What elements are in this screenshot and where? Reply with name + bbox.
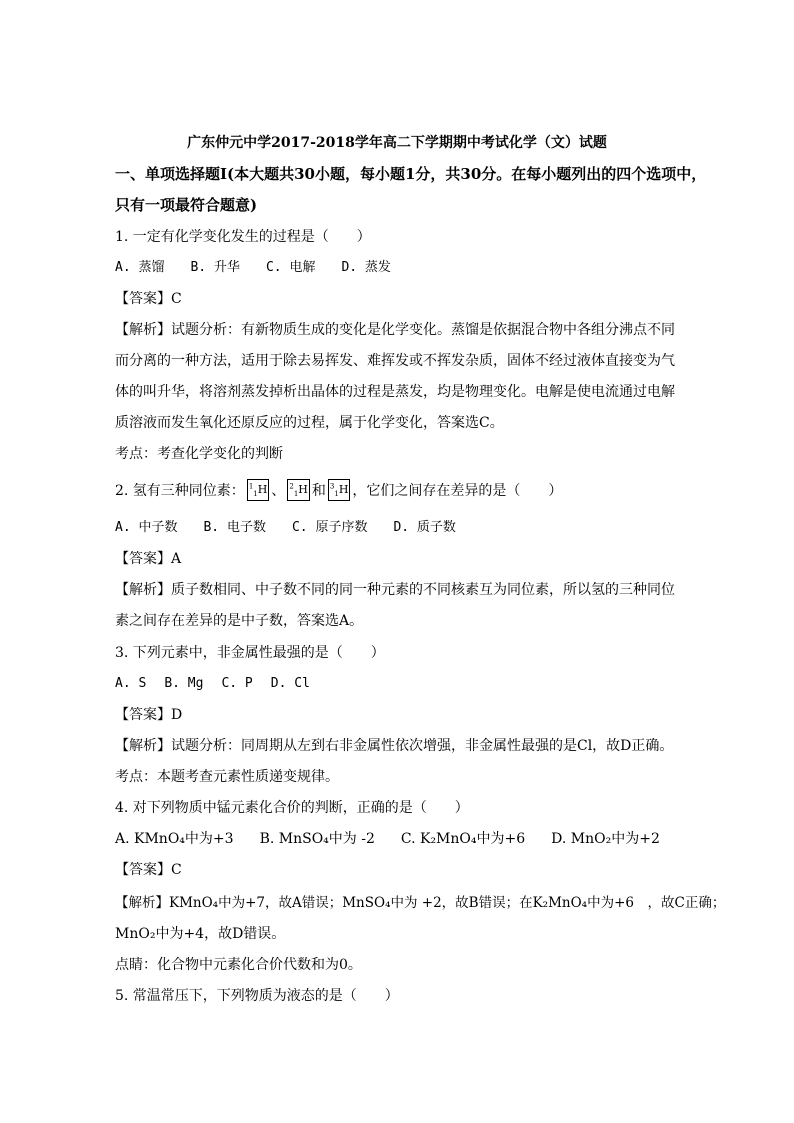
q4-option-d: D. MnO₂中为+2 [551,831,660,847]
q2-option-a: A. 中子数 [115,520,178,535]
q4-answer: 【答案】C [115,862,182,878]
q1-analysis-line-3: 体的叫升华，将溶剂蒸发掉析出晶体的过程是蒸发，均是物理变化。电解是使电流通过电解 [115,384,675,400]
q5-stem: 5. 常温常压下，下列物质为液态的是（ ） [115,988,399,1004]
isotope-h1: $^1_1$H [247,479,270,501]
q4-note: 点睛：化合物中元素化合价代数和为0。 [115,957,362,973]
q3-option-a: A. S [115,676,147,691]
q3-stem: 3. 下列元素中，非金属性最强的是（ ） [115,645,385,661]
q1-stem: 1. 一定有化学变化发生的过程是（ ） [115,229,371,245]
q2-options [115,518,482,538]
q1-option-b: B. 升华 [190,260,240,275]
q2-option-b: B. 电子数 [203,520,266,535]
q1-answer: 【答案】C [115,291,182,307]
q3-options [115,674,336,694]
q1-note: 考点：考查化学变化的判断 [115,446,283,462]
q3-option-b: B. Mg [164,676,204,691]
q2-option-d: D. 质子数 [393,520,456,535]
section-heading-line-1: 一、单项选择题Ⅰ(本大题共30小题，每小题1分，共30分。在每小题列出的四个选项中， [115,165,707,183]
q2-analysis-line-2: 素之间存在差异的是中子数，答案选A。 [115,613,364,629]
isotope-h2: $^2_1$H [287,479,310,501]
q3-option-c: C. P [221,676,253,691]
q2-stem-prefix: 2. 氢有三种同位素： [115,483,245,499]
q1-option-c: C. 电解 [265,260,316,275]
q2-stem-suffix: ，它们之间存在差异的是（ ） [352,483,563,499]
q1-options [115,258,417,278]
q1-analysis-line-4: 质溶液而发生氧化还原反应的过程，属于化学变化，答案选C。 [115,415,504,431]
q4-analysis-line-2: MnO₂中为+4，故D错误。 [115,926,286,942]
q2-analysis-line-1: 【解析】质子数相同、中子数不同的同一种元素的不同核素互为同位素，所以氢的三种同位 [115,582,675,598]
q4-stem: 4. 对下列物质中锰元素化合价的判断，正确的是（ ） [115,800,469,816]
q3-note: 考点：本题考查元素性质递变规律。 [115,769,339,785]
q1-analysis-line-2: 而分离的一种方法，适用于除去易挥发、难挥发或不挥发杂质，固体不经过液体直接变为气 [115,353,675,369]
q4-analysis-line-1: 【解析】KMnO₄中为+7，故A错误；MnSO₄中为 +2，故B错误；在K₂MnO₄中为+6 ，故C正确； [115,895,726,911]
q1-analysis-line-1: 【解析】试题分析：有新物质生成的变化是化学变化。蒸馏是依据混合物中各组分沸点不同 [115,322,675,338]
q2-stem: 2. 氢有三种同位素： $^1_1$H 、 $^2_1$H 和 $^3_1$H ，它们之间存在差异的是（ ） [115,480,562,502]
isotope-h3: $^3_1$H [328,479,351,501]
q2-answer: 【答案】A [115,551,182,567]
q1-option-a: A. 蒸馏 [115,260,165,275]
q4-option-a: A. KMnO₄中为+3 [115,831,234,847]
q2-option-c: C. 原子序数 [291,520,368,535]
page-title: 广东仲元中学2017-2018学年高二下学期期中考试化学（文）试题 [187,135,607,151]
q4-option-c: C. K₂MnO₄中为+6 [400,831,526,847]
q4-options [115,829,686,849]
q1-option-d: D. 蒸发 [341,260,391,275]
q4-option-b: B. MnSO₄中为 -2 [259,831,375,847]
q3-option-d: D. Cl [270,676,310,691]
section-heading-line-2: 只有一项最符合题意) [115,196,258,214]
q3-answer: 【答案】D [115,707,183,723]
q3-analysis: 【解析】试题分析：同周期从左到右非金属性依次增强，非金属性最强的是Cl，故D正确。 [115,738,674,754]
